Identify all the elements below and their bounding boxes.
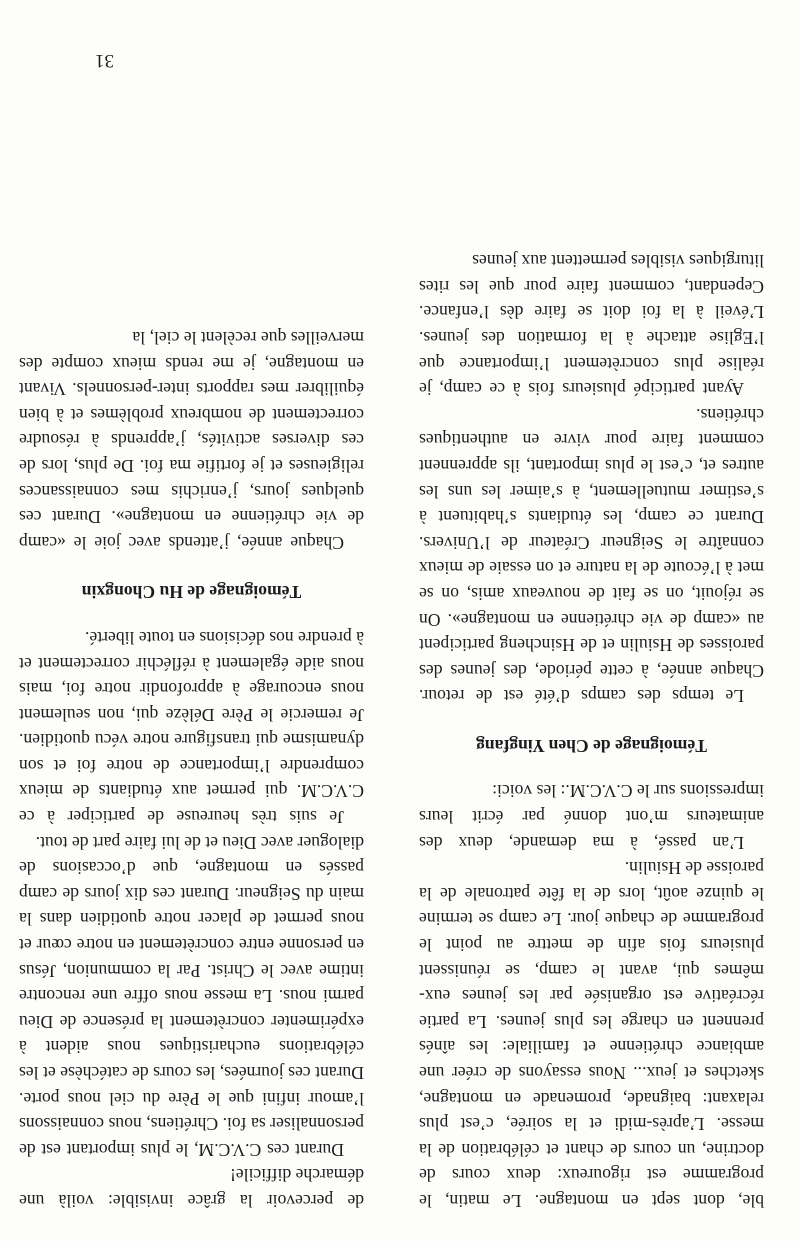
paragraph: L’an passé, à ma demande, deux des animateurs m’ont donné par écrit leurs impressions sur le C.V.C.M.: les voici: [419,781,764,853]
paragraph: ble, dont sept en montagne. Le matin, le programme est rigoureux: deux cours de doctrine, un cours de chant et célébration de la messe. L’après-midi et la soirée, c’est plus relaxant: baignade, promenade en montagne, sketches et jeux... Nous essayons de créer une ambiance chrétienne et familiale: les aînés prennent en charge les plus jeunes. La partie récréative est organisée par les jeunes eux-mêmes qui, avant le camp, se réunissent plusieurs fois afin de mettre au point le programme de chaque jour. Le camp se termine le quinze août, lors de la fête patronale de la paroisse de Hsiulin. [419,858,764,1211]
paragraph: Durant ces C.V.C.M, le plus important est de personnaliser sa foi. Chrétiens, nous connaissons l’amour infini que le Père du ciel nous porte. Durant ces journées, les cours de catéchèse et les célébrations eucharistiques nous aident à expérimenter concrètement la présence de Dieu parmi nous. La messe nous offre une rencontre intime avec le Christ. Par la communion, Jésus en personne entre concrètement en notre cœur et nous permet de placer notre quotidien dans la main du Seigneur. Durant ces dix jours de camp passés en montagne, que d’occasions de dialoguer avec Dieu et de lui faire part de tout. [19,832,364,1160]
section-heading: Témoignage de Chen Yingfang [476,735,707,756]
paragraph: de percevoir la grâce invisible: voilà une démarche difficile! [19,1165,364,1211]
paragraph: Le temps des camps d’été est de retour. Chaque année, à cette période, des jeunes des paroisses de Hsiulin et de Hsincheng participent au «camp de vie chrétienne en montagne». On se réjouit, on se fait de nouveaux amis, on se met à l’écoute de la nature et on essaie de mieux connaître le Seigneur Créateur de l’Univers. Durant ce camp, les étudiants s’habituent à s’estimer mutuellement, à s’aimer les uns les autres et, c’est le plus important, ils apprennent comment faire pour vivre en authentiques chrétiens. [419,404,764,707]
paragraph: Je suis très heureuse de participer à ce C.V.C.M. qui permet aux étudiants de mieux comprendre l’importance de notre foi et son dynamisme qui transfigure notre vécu quotidien. Je remercie le Père Délèze qui, non seulement nous encourage à approfondir notre foi, mais nous aide également à réfléchir correctement et à prendre nos décisions en toute liberté. [19,627,364,828]
right-column [19,324,364,1213]
paragraph: Chaque année, j’attends avec joie le «camp de vie chrétienne en montagne». Durant ces quelques jours, j’enrichis mes connaissances religieuses et je fortifie ma foi. De plus, lors de ces diverses activités, j’apprends à résoudre correctement de nombreux problèmes et à bien équilibrer mes rapports inter-personnels. Vivant en montagne, je me rends mieux compte des merveilles que recèlent le ciel, la [19,328,364,553]
left-column [419,248,764,1213]
paragraph: Ayant participé plusieurs fois à ce camp, je réalise plus concrètement l’importance que l’Eglise attache à la formation des jeunes. L’éveil à la foi doit se faire dès l’enfance. Cependant, comment faire pour que les rites liturgiques visibles permettent aux jeunes [419,251,764,400]
page-number: 31 [95,50,114,71]
section-heading: Témoignage de Hu Chongxin [81,582,302,603]
